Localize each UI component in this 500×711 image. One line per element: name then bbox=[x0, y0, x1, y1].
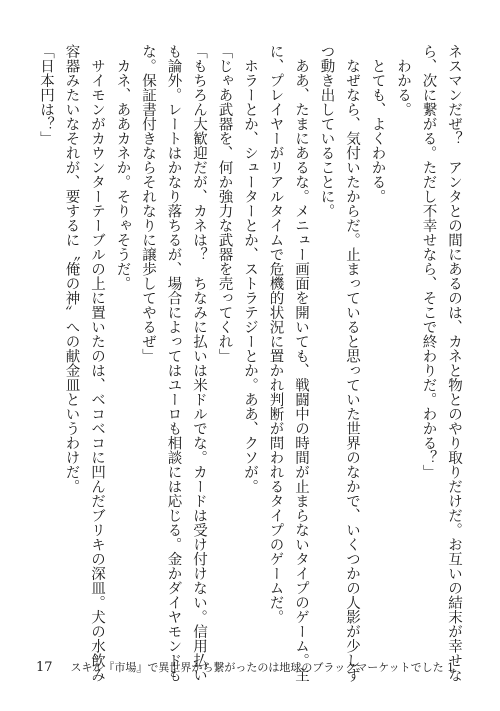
text-line: つ動き出していることに。 bbox=[318, 44, 335, 218]
text-line: 容器みたいなそれが、要するに〝俺の神〟への献金皿というわけだ。 bbox=[63, 44, 80, 494]
text-line: わかる。 bbox=[395, 44, 411, 117]
text-line: ネスマンだぜ？ アンタとの間にあるのは、カネと物とのやり取りだけだ。お互いの結末が幸せな bbox=[446, 44, 462, 682]
text-line: な。保証書付きならそれなりに譲歩してやるぜ」 bbox=[140, 44, 156, 363]
running-title: スキル『市場』で異世界から繋がったのは地球のブラックマーケットでした 1 bbox=[70, 661, 455, 674]
text-line: も論外。レートはかなり落ちるが、場合によってはユーロも相談には応じる。金かダイヤモンドも bbox=[165, 44, 182, 682]
text-line: ら、次に繋がる。ただし不幸せなら、そこで終わりだ。わかる？」 bbox=[420, 44, 437, 479]
text-line: に、プレイヤーがリアルタイムで危機的状況に置かれ判断が問われるタイプのゲームだ。 bbox=[267, 44, 284, 624]
text-line: ああ、たまにあるな。メニュー画面を開いても、戦闘中の時間が止まらないタイプのゲーム。主 bbox=[293, 44, 309, 682]
text-line: カネ、ああカネか。そりゃそうだ。 bbox=[114, 44, 131, 291]
text-line: とても、よくわかる。 bbox=[369, 44, 386, 204]
text-line: サイモンがカウンターテーブルの上に置いたのは、ベコベコに凹んだブリキの深皿。犬の水飲み bbox=[89, 44, 105, 682]
text-line: 「もちろん大歓迎だが、カネは？ ちなみに払いは米ドルでな。カードは受け付けない。信用払い bbox=[191, 44, 207, 682]
text-line: 「日本円は？」 bbox=[38, 44, 54, 146]
text-line: 「じゃあ武器を、何か強力な武器を売ってくれ」 bbox=[216, 44, 233, 363]
page-footer bbox=[36, 659, 454, 675]
text-line: なぜなら、気付いたからだ。止まっていると思っていた世界のなかで、いくつかの人影が少しず bbox=[344, 44, 360, 682]
page-number: 17 bbox=[36, 660, 53, 675]
text-line: ホラーとか、シューターとか、ストラテジーとか。ああ、クソが。 bbox=[242, 44, 258, 494]
